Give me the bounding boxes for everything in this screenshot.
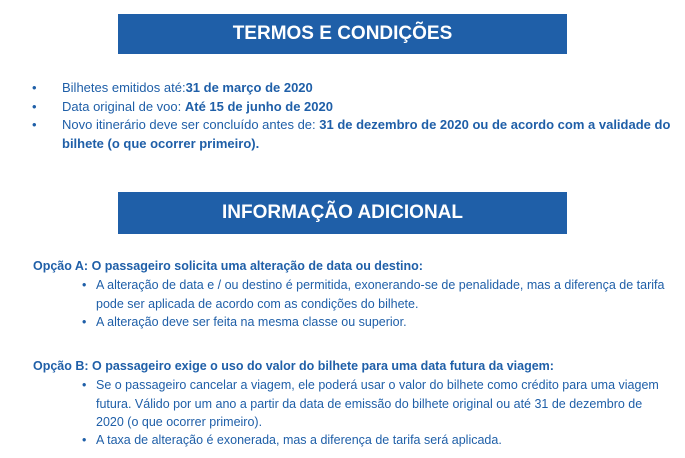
- term-value: 31 de dezembro de 2020 ou de acordo com a validade do bilhete (o que ocorrer primeiro).: [62, 117, 671, 151]
- list-item: [33, 313, 673, 331]
- option-a-section: [33, 257, 673, 331]
- option-a-list: [33, 276, 673, 331]
- bullet-icon: •: [82, 378, 87, 393]
- list-item: [32, 98, 672, 117]
- list-item: [33, 376, 673, 431]
- term-value: 31 de março de 2020: [185, 80, 313, 95]
- term-value: Até 15 de junho de 2020: [184, 98, 333, 114]
- info-banner: [118, 192, 567, 234]
- terms-banner: [118, 14, 567, 54]
- list-item: [32, 79, 672, 98]
- option-a-item-text: A alteração deve ser feita na mesma classe ou superior.: [96, 314, 407, 329]
- list-item: [33, 276, 673, 313]
- term-label: Bilhetes emitidos até:: [62, 80, 186, 95]
- list-item: [32, 116, 672, 153]
- option-a-title: Opção A: O passageiro solicita uma alteração de data ou destino:: [33, 259, 423, 273]
- term-label: Novo itinerário deve ser concluído antes de:: [62, 117, 320, 132]
- option-b-item-text: A taxa de alteração é exonerada, mas a diferença de tarifa será aplicada.: [96, 433, 502, 448]
- terms-title: TERMOS E CONDIÇÕES: [232, 23, 453, 44]
- list-item: [33, 431, 673, 449]
- option-b-section: [33, 357, 673, 449]
- info-title: INFORMAÇÃO ADICIONAL: [222, 202, 463, 223]
- bullet-icon: •: [82, 433, 87, 448]
- bullet-icon: •: [32, 117, 37, 132]
- bullet-icon: •: [82, 278, 87, 293]
- bullet-icon: •: [32, 80, 37, 95]
- option-b-item-text: Se o passageiro cancelar a viagem, ele poderá usar o valor do bilhete como crédito para uma viagem futura. Válido por um ano a partir da data de emissão do bilhete original ou até 31 de dezembro de 2020 (o que ocorrer primeiro).: [96, 378, 659, 429]
- term-label: Data original de voo:: [62, 98, 185, 114]
- terms-list: [32, 79, 672, 153]
- option-b-list: [33, 376, 673, 449]
- option-a-item-text: A alteração de data e / ou destino é permitida, exonerando-se de penalidade, mas a diferença de tarifa pode ser aplicada de acordo com as condições do bilhete.: [96, 278, 665, 311]
- bullet-icon: •: [32, 98, 37, 114]
- option-b-title: Opção B: O passageiro exige o uso do valor do bilhete para uma data futura da viagem:: [33, 359, 554, 373]
- bullet-icon: •: [82, 314, 87, 329]
